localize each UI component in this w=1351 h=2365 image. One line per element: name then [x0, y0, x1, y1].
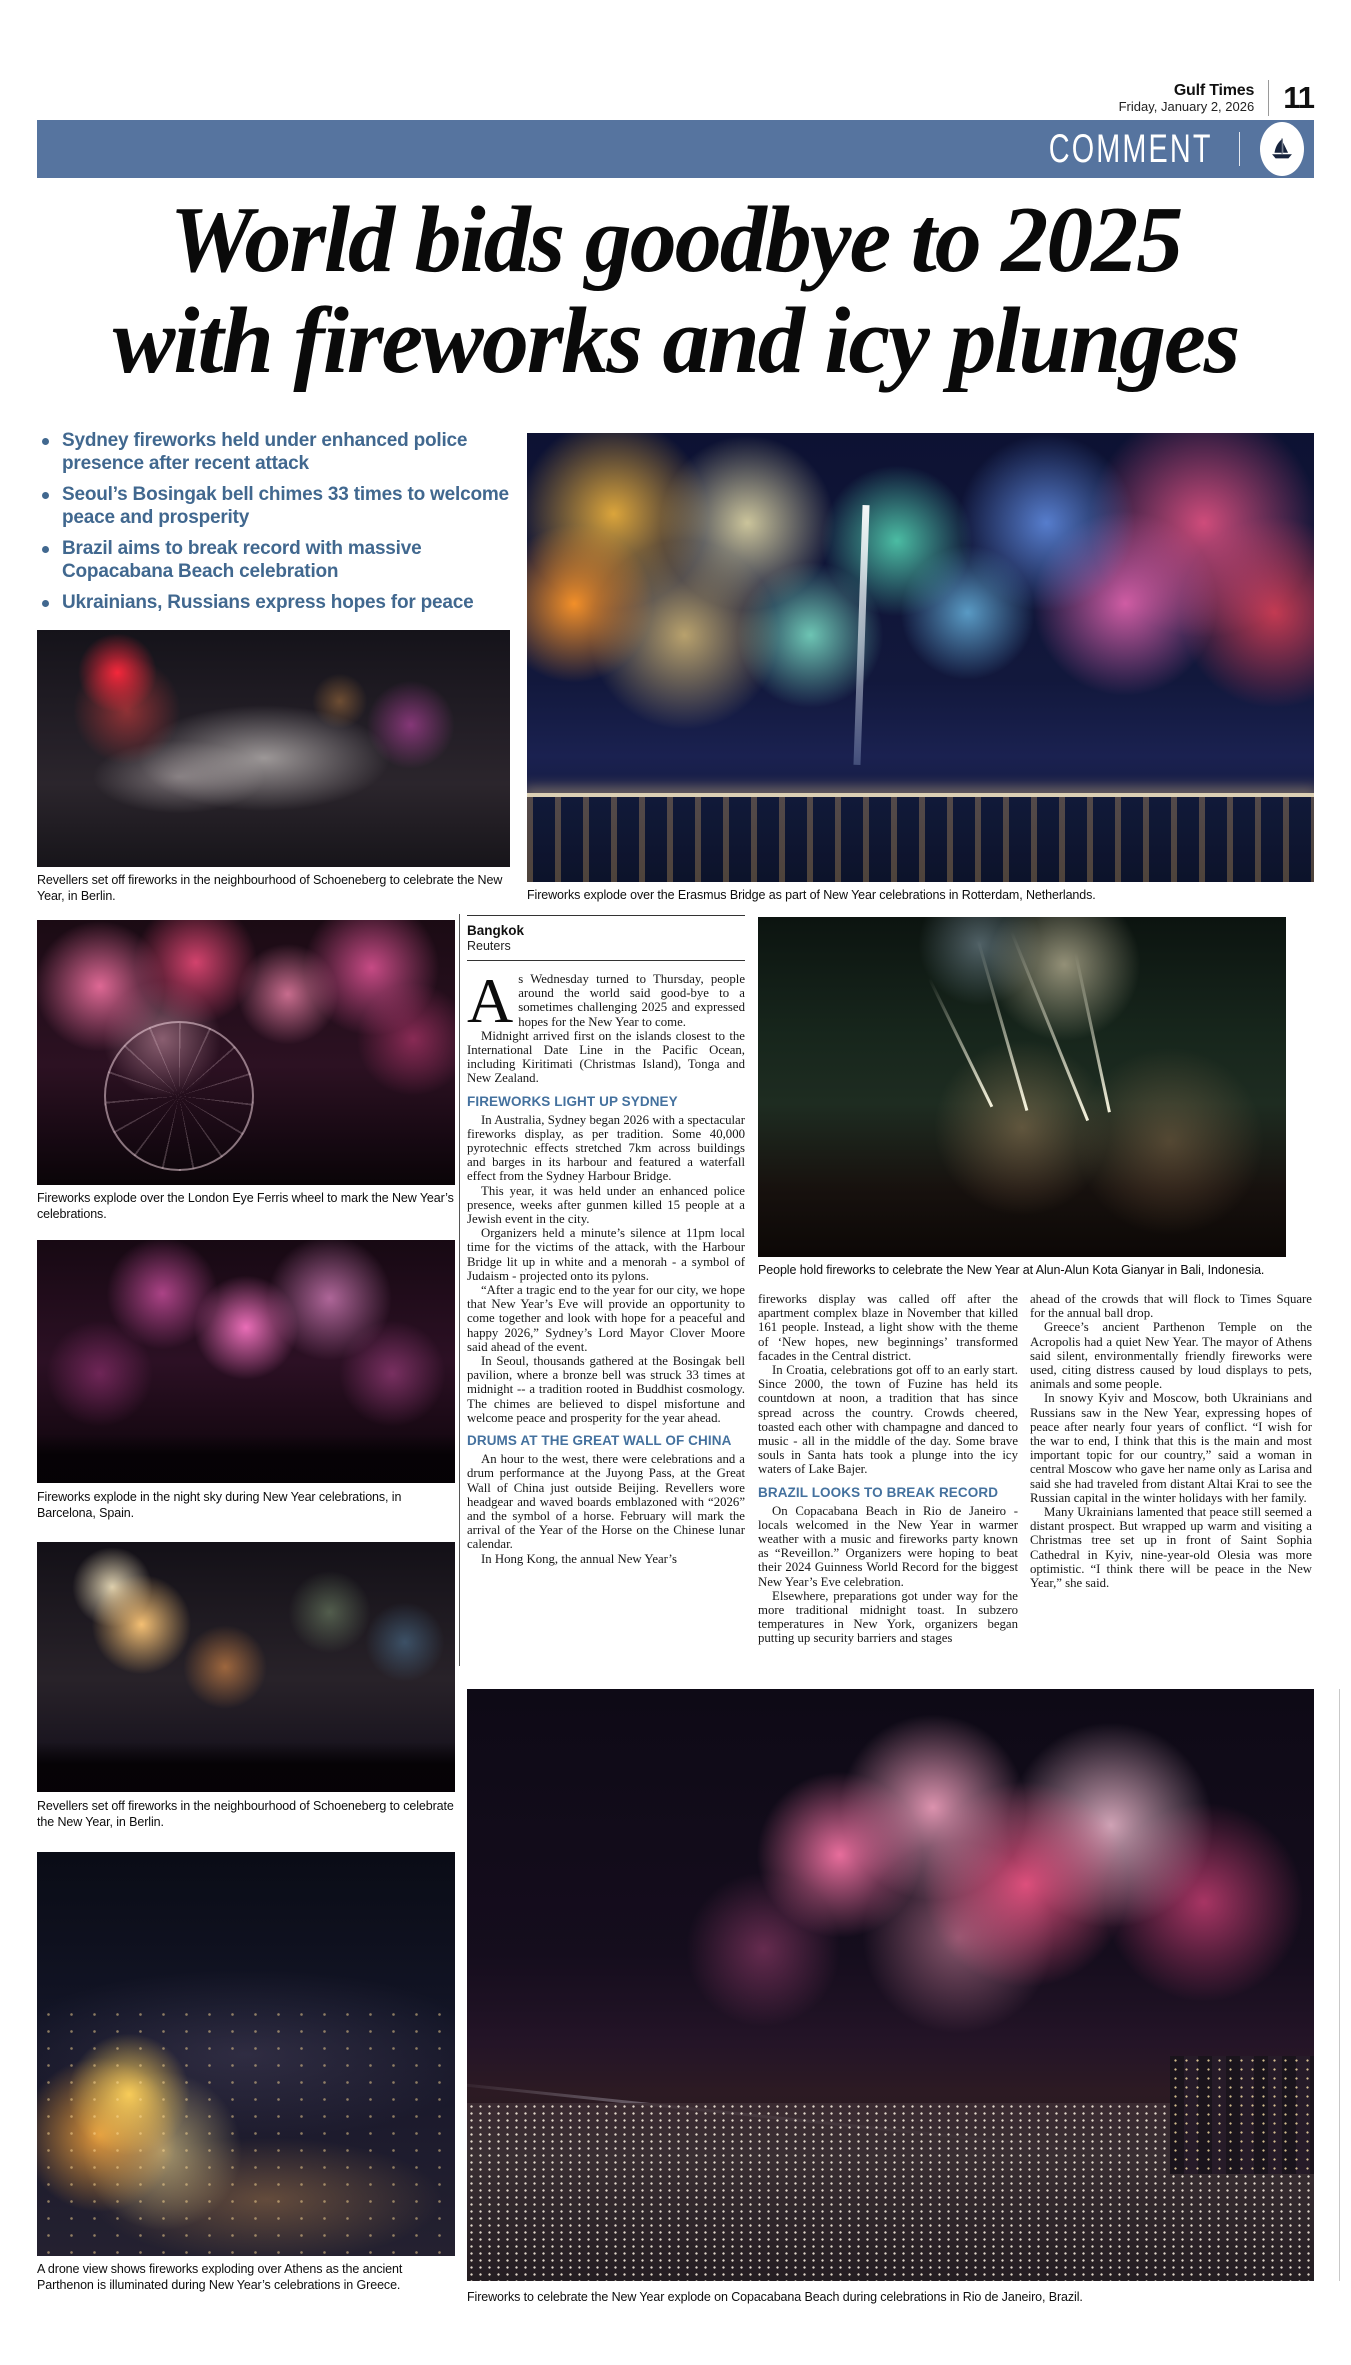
paper-name: Gulf Times [1173, 82, 1255, 99]
caption-bali: People hold fireworks to celebrate the New Year at Alun-Alun Kota Gianyar in Bali, Indonesia. [758, 1263, 1265, 1277]
bullet-dot-icon [42, 492, 49, 499]
photo-berlin-street-fireworks-2 [37, 1542, 455, 1792]
byline-rule-top [467, 915, 745, 916]
headline-line-1: World bids goodbye to 2025 [169, 188, 1182, 292]
paragraph: Elsewhere, preparations got under way for the more traditional midnight toast. In subzero temperatures in New York, organizers began putting up security barriers and stages [758, 1588, 1018, 1646]
crowd-silhouette [37, 1742, 455, 1792]
paragraph: In Seoul, thousands gathered at the Bosingak bell pavilion, where a bronze bell was struck 33 times at midnight -- a tradition rooted in Buddhist cosmology. The chimes are believed to dispel misfortune and welcome peace and prosperity for the year ahead. [467, 1354, 745, 1425]
paragraph: In Australia, Sydney began 2026 with a spectacular fireworks display, as per tradition. Some 40,000 pyrotechnic effects stretched 7km across buildings and barges in its harbour and featured a waterfall effect from the Sydney Harbour Bridge. [467, 1112, 745, 1184]
section-title: COMMENT [1049, 126, 1213, 171]
bullet-dot-icon [42, 600, 49, 607]
caption-berlin-1: Revellers set off fireworks in the neighbourhood of Schoeneberg to celebrate the New Year, in Berlin. [37, 873, 503, 903]
paragraph: Greece’s ancient Parthenon Temple on the Acropolis had a quiet New Year. The mayor of Athens said silent, environmentally friendly fireworks were used, citing distress caused by loud displays to pets, animals and some people. [1030, 1320, 1312, 1392]
summary-bullets [42, 430, 520, 624]
crowd-silhouette [37, 1434, 455, 1483]
subhead-fireworks-sydney: FIREWORKS LIGHT UP SYDNEY [467, 1093, 678, 1109]
caption-berlin-2: Revellers set off fireworks in the neighbourhood of Schoeneberg to celebrate the New Year, in Berlin. [37, 1799, 454, 1829]
paragraph: On Copacabana Beach in Rio de Janeiro - locals welcomed in the New Year in warmer weather with a music and fireworks party known as “Reveillon.” Organizers were hoping to beat their 2024 Guinness World Record for the biggest New Year’s Eve celebration. [758, 1503, 1018, 1589]
photo-copacabana-beach [467, 1689, 1314, 2281]
caption-barcelona: Fireworks explode in the night sky during New Year celebrations, in Barcelona, Spain. [37, 1490, 402, 1520]
byline-rule-bottom [467, 960, 745, 961]
photo-bali-sparklers [758, 917, 1286, 1257]
headline-line-2: with fireworks and icy plunges [112, 289, 1239, 393]
paragraph: ahead of the crowds that will flock to Times Square for the annual ball drop. [1030, 1292, 1312, 1321]
bullet-item [42, 430, 520, 475]
right-edge-rule [1339, 1689, 1340, 2281]
subhead-brazil-record: BRAZIL LOOKS TO BREAK RECORD [758, 1484, 999, 1500]
paragraph: “After a tragic end to the year for our city, we hope that New Year’s Eve will provide an opportunity to come together and look with hope for a peaceful and happy 2026,” Sydney’s Lord Mayor Clover Moore said ahead of the event. [467, 1283, 745, 1354]
bridge-pylon [853, 505, 869, 765]
main-headline [20, 190, 1331, 392]
paragraph-text: s Wednesday turned to Thursday, people around the world said good-bye to a sometimes challenging 2025 and expressed hopes for the New Year to come. [518, 972, 745, 1029]
water-reflections [527, 797, 1314, 882]
caption-athens: A drone view shows fireworks exploding over Athens as the ancient Parthenon is illuminated during New Year’s celebrations in Greece. [37, 2262, 403, 2292]
bullet-text: Brazil aims to break record with massive Copacabana Beach celebration [62, 538, 422, 582]
paragraph: fireworks display was called off after the apartment complex blaze in November that killed 161 people. Instead, a light show with the theme of ‘New hopes, new beginnings’ transformed facades in the Central district. [758, 1292, 1018, 1363]
photo-london-eye-fireworks [37, 920, 455, 1185]
caption-london: Fireworks explode over the London Eye Ferris wheel to mark the New Year’s celebrations. [37, 1191, 454, 1221]
section-banner [37, 120, 1314, 178]
paragraph: An hour to the west, there were celebrations and a drum performance at the Juyong Pass, at the Great Wall of China just outside Beijing. Revellers wore headgear and waved boards emblazoned with “2026” and the symbol of a horse. February will mark the arrival of the Year of the Horse on the Chinese lunar calendar. [467, 1452, 745, 1552]
paragraph [467, 965, 745, 1036]
sparkler-streak [977, 940, 1029, 1111]
byline-city: Bangkok [467, 923, 525, 938]
photo-athens-drone-view [37, 1852, 455, 2256]
caption-copacabana: Fireworks to celebrate the New Year explode on Copacabana Beach during celebrations in Rio de Janeiro, Brazil. [467, 2290, 1083, 2304]
paragraph: In Hong Kong, the annual New Year’s [481, 1551, 677, 1566]
bullet-item [42, 538, 520, 583]
page-number: 11 [1283, 80, 1314, 115]
paper-date: Friday, January 2, 2026 [1118, 99, 1255, 114]
city-lights [37, 2006, 455, 2256]
masthead-text [1119, 82, 1255, 114]
column-divider-rule [459, 914, 460, 1666]
paragraph: Organizers held a minute’s silence at 11pm local time for the victims of the attack, with the Harbour Bridge lit up in white and a menorah - a symbol of Judaism - projected onto its pylons. [467, 1226, 745, 1283]
bullet-text: Seoul’s Bosingak bell chimes 33 times to welcome peace and prosperity [62, 484, 509, 528]
bullet-item [42, 484, 520, 529]
byline-agency: Reuters [467, 939, 511, 953]
sparkler-streak [927, 978, 992, 1108]
article-column-3 [1030, 1292, 1312, 1590]
photo-berlin-street-fireworks [37, 630, 510, 867]
masthead-divider [1268, 80, 1269, 116]
ferris-wheel [104, 1021, 254, 1171]
paragraph: In snowy Kyiv and Moscow, both Ukrainians and Russians saw in the New Year, expressing hopes of peace after nearly four years of conflict. “I wish for the war to end, I think that this is the main and most important topic for our country,” said a woman in central Moscow who gave her name only as Larisa and said she had traveled from distant Altai Krai to see the Russian capital in the winter holidays with her family. [1030, 1391, 1312, 1505]
paragraph: This year, it was held under an enhanced police presence, weeks after gunmen killed 15 people at a Jewish event in the city. [467, 1183, 745, 1227]
bullet-text: Ukrainians, Russians express hopes for peace [62, 592, 474, 613]
drop-cap: A [467, 965, 514, 1036]
photo-barcelona-fireworks [37, 1240, 455, 1483]
paragraph: In Croatia, celebrations got off to an early start. Since 2000, the town of Fuzine has held its countdown at noon, a tradition that has since spread across the country. Crowds cheered, toasted each other with champagne and danced to music - all in the middle of the day. Some brave souls in Santa hats took a plunge into the icy waters of Lake Bajer. [758, 1363, 1018, 1477]
sparkler-streak [1074, 952, 1111, 1112]
bullet-item [42, 592, 520, 615]
subhead-drums-great-wall: DRUMS AT THE GREAT WALL OF CHINA [467, 1433, 732, 1449]
bullet-dot-icon [42, 546, 49, 553]
caption-rotterdam: Fireworks explode over the Erasmus Bridge as part of New Year celebrations in Rotterdam, Netherlands. [527, 888, 1096, 902]
article-column-1 [467, 965, 745, 1566]
masthead [1119, 80, 1314, 116]
article-column-2 [758, 1292, 1018, 1646]
byline [467, 923, 745, 954]
bullet-dot-icon [42, 438, 49, 445]
banner-divider [1239, 132, 1240, 166]
paragraph: Midnight arrived first on the islands closest to the International Date Line in the Pacific Ocean, including Kiritimati (Christmas Island), Tonga and New Zealand. [467, 1028, 745, 1086]
dhow-boat-icon [1260, 122, 1304, 176]
photo-rotterdam-erasmus-bridge [527, 433, 1314, 882]
bullet-text: Sydney fireworks held under enhanced police presence after recent attack [62, 430, 468, 474]
beachfront-buildings [1170, 2056, 1314, 2174]
paragraph: Many Ukrainians lamented that peace still seemed a distant prospect. But wrapped up warm and visiting a Christmas tree set up in front of Saint Sophia Cathedral in Kyiv, nine-year-old Olesia was more optimistic. “I think there will be peace in the New Year,” she said. [1030, 1505, 1312, 1591]
